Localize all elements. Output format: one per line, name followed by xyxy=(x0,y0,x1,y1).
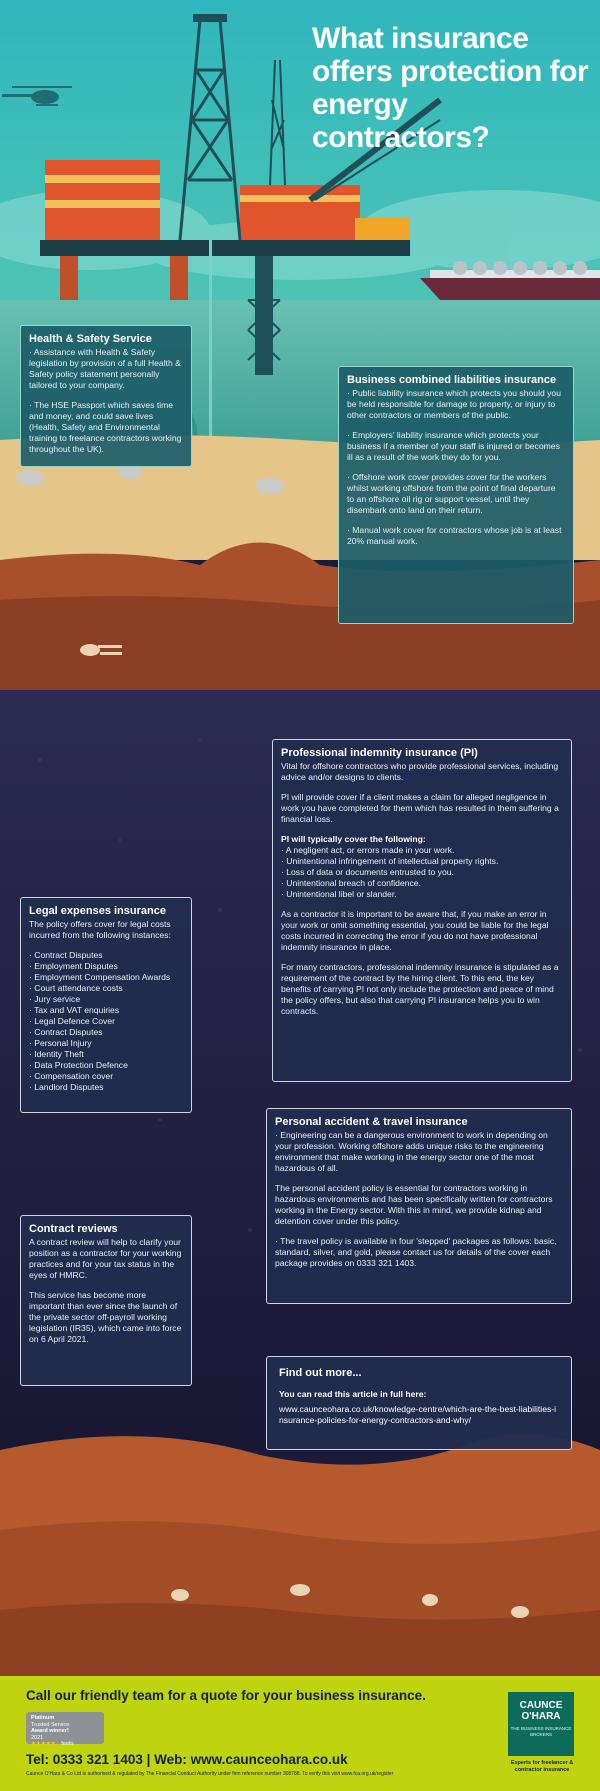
health-safety-p1: · Assistance with Health & Safety legislation by provision of a full Health & Safety policy statement personally tailored to your company. xyxy=(29,347,181,390)
feefo-brand: feefo xyxy=(61,1741,74,1747)
pi-heading: Professional indemnity insurance (PI) xyxy=(281,747,478,759)
personal-accident-p1: · Engineering can be a dangerous environment to work in depending on your profession. Working offshore adds unique risks to the engineering environment that make working in the energy sector one of the most hazardous of all. xyxy=(275,1130,548,1173)
contract-reviews-heading: Contract reviews xyxy=(29,1223,118,1235)
health-safety-card xyxy=(20,325,192,467)
legal-expenses-card xyxy=(20,897,192,1113)
award-stars-row xyxy=(31,1741,99,1748)
list-item: · A negligent act, or errors made in your work. xyxy=(281,845,455,855)
health-safety-heading: Health & Safety Service xyxy=(29,333,152,345)
find-out-more-heading: Find out more... xyxy=(279,1367,362,1379)
award-line3: Award winner! xyxy=(31,1728,69,1734)
list-item: · Contract Disputes xyxy=(29,950,103,960)
list-item: · Contract Disputes xyxy=(29,1027,103,1037)
list-item: · Employment Compensation Awards xyxy=(29,972,171,982)
list-item: · Unintentional infringement of intellectual property rights. xyxy=(281,856,499,866)
list-item: · Employment Disputes xyxy=(29,961,118,971)
list-item: · Compensation cover xyxy=(29,1071,114,1081)
health-safety-p2: · The HSE Passport which saves time and money, and could save lives (Health, Safety and Environmental training to freelance contractors working throughout the UK). xyxy=(29,400,182,454)
business-combined-heading: Business combined liabilities insurance xyxy=(347,374,557,386)
award-line2: Trusted Service xyxy=(31,1721,70,1728)
find-out-more-lead: You can read this article in full here: xyxy=(279,1389,427,1399)
star-rating-icon: ★★★★★ xyxy=(31,1741,56,1747)
feefo-award-badge xyxy=(26,1712,104,1747)
personal-accident-heading: Personal accident & travel insurance xyxy=(275,1116,468,1128)
footer-contact[interactable]: Tel: 0333 321 1403 | Web: www.caunceohara.co.uk xyxy=(26,1752,348,1767)
logo-tagline: Experts for freelancer & contractor insurance xyxy=(510,1760,574,1773)
personal-accident-p2: The personal accident policy is essential for contractors working in hazardous environments and has been specifically written for contractors working in the Energy sector. With this in mind, we provide kidnap and detention cover under this policy. xyxy=(275,1183,553,1226)
personal-accident-p3: · The travel policy is available in four 'stepped' packages as follows: basic, standard, silver, and gold, please contact us for details of the cover each package provides on 0333 321 1403. xyxy=(275,1236,557,1268)
logo-line2: O'HARA xyxy=(521,1711,561,1722)
list-item: · Data Protection Defence xyxy=(29,1060,128,1070)
list-item: · Court attendance costs xyxy=(29,983,123,993)
list-item: · Loss of data or documents entrusted to you. xyxy=(281,867,454,877)
logo-line1: CAUNCE xyxy=(519,1700,563,1711)
business-combined-p2: · Employers' liability insurance which protects your business if a member of your staff is injured or becomes ill as a result of the work they do for you. xyxy=(347,430,560,462)
professional-indemnity-card xyxy=(272,739,572,1082)
legal-expenses-heading: Legal expenses insurance xyxy=(29,905,166,917)
logo-sub: THE BUSINESS INSURANCE BROKERS xyxy=(510,1726,572,1737)
footer-cta: Call our friendly team for a quote for your business insurance. xyxy=(26,1688,426,1703)
list-item: · Identity Theft xyxy=(29,1049,84,1059)
pi-p4: For many contractors, professional indemnity insurance is stipulated as a requirement of the contract by the hiring client. To this end, the key benefits of carrying PI not only include the protection and peace of mind the policy offers, but also that carrying PI insurance helps you to win contracts. xyxy=(281,962,559,1016)
page-title: What insurance offers protection for energy contractors? xyxy=(312,22,589,154)
list-item: · Tax and VAT enquiries xyxy=(29,1005,120,1015)
pi-cover-heading: PI will typically cover the following: xyxy=(281,834,426,844)
business-combined-card xyxy=(338,366,574,624)
pi-cover-list xyxy=(281,845,563,900)
article-link[interactable]: www.cauncеohara.co.uk/knowledge-centre/which-are-the-best-liabilities-insurance-policies-for-energy-contractors-and-why/ xyxy=(279,1404,557,1425)
personal-accident-card xyxy=(266,1108,572,1304)
contract-reviews-p2: This service has become more important than ever since the launch of the private sector off-payroll working legislation (IR35), which came into force on 6 April 2021. xyxy=(29,1290,182,1344)
caunce-ohara-logo xyxy=(508,1692,574,1756)
award-line4: 2021 xyxy=(31,1734,44,1741)
business-combined-p3: · Offshore work cover provides cover for the workers whilst working offshore from the point of final departure to an offshore oil rig or support vessel, until they disembark onto land on their return. xyxy=(347,472,556,515)
contract-reviews-p1: A contract review will help to clarify your position as a contractor for your working practices and for your tax status in the eyes of HMRC. xyxy=(29,1237,182,1280)
business-combined-p4: · Manual work cover for contractors whose job is at least 20% manual work. xyxy=(347,525,562,546)
pi-p3: As a contractor it is important to be aware that, if you make an error in your work or omit something essential, you could be liable for the legal costs incurred in correcting the error if you do not have professional indemnity insurance in place. xyxy=(281,909,549,952)
find-out-more-card xyxy=(266,1356,572,1450)
list-item: · Unintentional breach of confidence. xyxy=(281,878,421,888)
legal-expenses-intro: The policy offers cover for legal costs incurred from the following instances: xyxy=(29,919,171,940)
list-item: · Unintentional libel or slander. xyxy=(281,889,397,899)
list-item: · Legal Defence Cover xyxy=(29,1016,115,1026)
award-line1: Platinum xyxy=(31,1715,55,1721)
contract-reviews-card xyxy=(20,1215,192,1386)
pi-p1: Vital for offshore contractors who provide professional services, including advice and/or designs to clients. xyxy=(281,761,559,782)
footer-legal: Caunce O'Hara & Co Ltd is authorised & regulated by The Financial Conduct Authority under firm reference number 308788. To verify this visit www.fca.org.uk/register xyxy=(26,1771,394,1777)
list-item: · Landlord Disputes xyxy=(29,1082,104,1092)
list-item: · Jury service xyxy=(29,994,81,1004)
legal-expenses-list xyxy=(29,950,183,1093)
pi-p2: PI will provide cover if a client makes a claim for alleged negligence in work you have completed for them which has resulted in them suffering a financial loss. xyxy=(281,792,559,824)
business-combined-p1: · Public liability insurance which protects you should you be held responsible for damage to property, or injury to other contractors or members of the public. xyxy=(347,388,561,420)
list-item: · Personal Injury xyxy=(29,1038,92,1048)
